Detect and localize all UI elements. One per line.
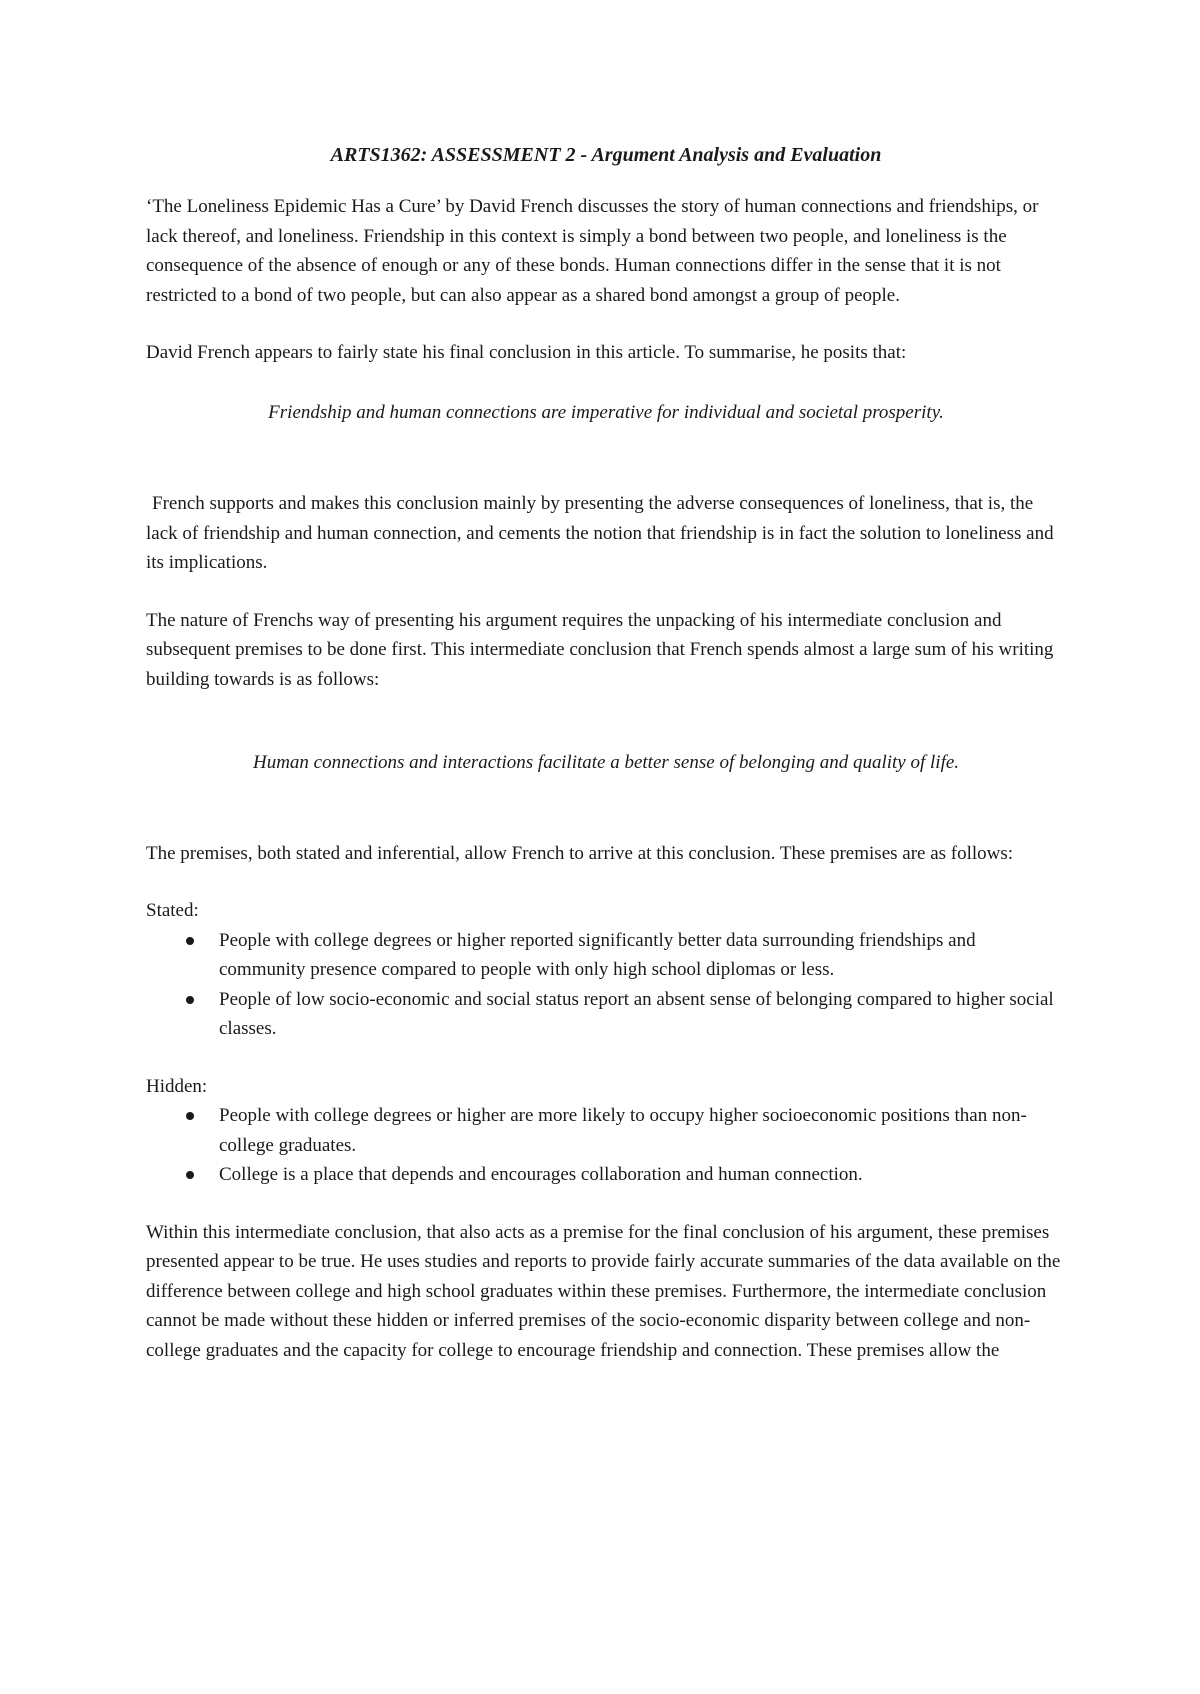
stated-label: Stated: (146, 900, 199, 921)
bullet-icon (186, 996, 194, 1004)
bullet-icon (186, 937, 194, 945)
hidden-premises-list (146, 1101, 1066, 1190)
conclusion-intro-paragraph: David French appears to fairly state his final conclusion in this article. To summarise, he posits that: (146, 342, 907, 363)
premise-text: People of low socio-economic and social status report an absent sense of belonging compared to higher social classes. (219, 988, 1054, 1039)
intermediate-conclusion: Human connections and interactions facilitate a better sense of belonging and quality of life. (252, 752, 960, 773)
document-page (146, 140, 1066, 1365)
premise-text: College is a place that depends and encourages collaboration and human connection. (219, 1164, 863, 1185)
stated-premises-list (146, 926, 1066, 1044)
final-conclusion: Friendship and human connections are imperative for individual and societal prosperity. (268, 401, 944, 423)
evaluation-paragraph: Within this intermediate conclusion, that also acts as a premise for the final conclusion of his argument, these premises presented appear to be true. He uses studies and reports to provide fairly accurate summaries of the data available on the difference between college and high school graduates within these premises. Furthermore, the intermediate conclusion cannot be made without these hidden or inferred premises of the socio-economic disparity between college and non-college graduates and the capacity for college to encourage friendship and connection. These premises allow the (146, 1221, 1061, 1361)
intro-paragraph: ‘The Loneliness Epidemic Has a Cure’ by David French discusses the story of human connections and friendships, or lack thereof, and loneliness. Friendship in this context is simply a bond between two people, and loneliness is the consequence of the absence of enough or any of these bonds. Human connections differ in the sense that it is not restricted to a bond of two people, but can also appear as a shared bond amongst a group of people. (146, 196, 1039, 306)
premises-intro-paragraph: The premises, both stated and inferential, allow French to arrive at this conclusion. These premises are as follows: (146, 842, 1014, 864)
premise-text: People with college degrees or higher reported significantly better data surrounding friendships and community presence compared to people with only high school diplomas or less. (219, 929, 976, 980)
list-item (146, 985, 1066, 1044)
nature-paragraph: The nature of Frenchs way of presenting his argument requires the unpacking of his intermediate conclusion and subsequent premises to be done first. This intermediate conclusion that French spends almost a large sum of his writing building towards is as follows: (146, 609, 1054, 690)
list-item (146, 1101, 1066, 1160)
list-item (146, 926, 1066, 985)
hidden-label: Hidden: (146, 1075, 208, 1097)
list-item (146, 1160, 1066, 1190)
bullet-icon (186, 1112, 194, 1120)
page-title: ARTS1362: ASSESSMENT 2 - Argument Analysis and Evaluation (330, 144, 882, 166)
support-paragraph: French supports and makes this conclusion mainly by presenting the adverse consequences of loneliness, that is, the lack of friendship and human connection, and cements the notion that friendship is in fact the solution to loneliness and its implications. (146, 493, 1054, 573)
bullet-icon (186, 1171, 194, 1179)
premise-text: People with college degrees or higher are more likely to occupy higher socioeconomic positions than non-college graduates. (219, 1105, 1027, 1156)
